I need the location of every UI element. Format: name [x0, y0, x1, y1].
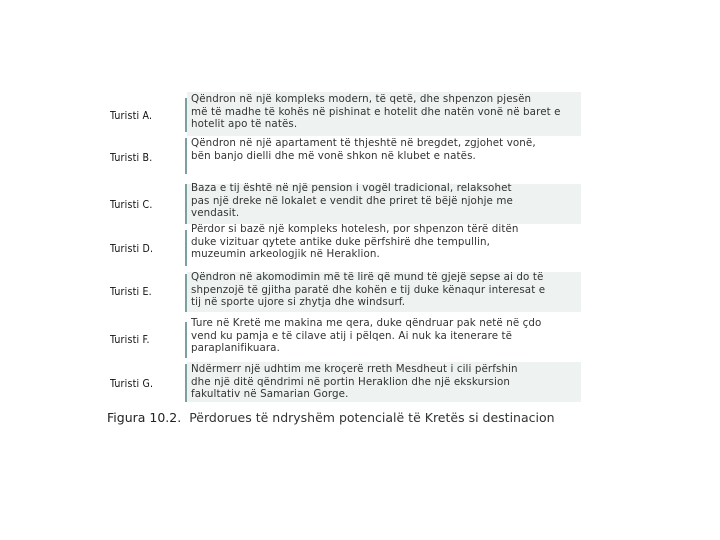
row-divider	[185, 322, 187, 358]
row-description: Ture në Kretë me makina me qera, duke qëndruar pak netë në çdo vend ku pamja e të cilave atij i pëlqen. Ai nuk ka itenerare të paraplanifikuara.	[191, 317, 542, 355]
row-description: Qëndron në një apartament të thjeshtë në bregdet, zgjohet vonë, bën banjo dielli dhe më vonë shkon në klubet e natës.	[191, 137, 536, 162]
figure-caption-text: Përdorues të ndryshëm potencialë të Kretës si destinacion	[189, 410, 555, 425]
figure-caption	[107, 410, 555, 425]
figure-number: Figura 10.2.	[107, 410, 182, 425]
row-label: Turisti D.	[110, 243, 154, 255]
row-divider	[185, 98, 187, 132]
row-label: Turisti F.	[110, 334, 150, 346]
row-label: Turisti E.	[110, 286, 152, 298]
row-description: Qëndron në akomodimin më të lirë që mund të gjejë sepse ai do të shpenzojë të gjitha paratë dhe kohën e tij duke kënaqur interesat e tij në sporte ujore si zhytja dhe windsurf.	[191, 271, 546, 309]
row-label: Turisti G.	[110, 378, 154, 390]
row-description: Ndërmerr një udhtim me kroçerë rreth Mesdheut i cili përfshin dhe një ditë qëndrimi në portin Heraklion dhe një ekskursion fakultativ në Samarian Gorge.	[191, 363, 518, 401]
row-label: Turisti B.	[110, 152, 153, 164]
row-label: Turisti A.	[110, 110, 153, 122]
row-description: Përdor si bazë një kompleks hotelesh, por shpenzon tërë ditën duke vizituar qytete antike duke përfshirë dhe tempullin, muzeumin arkeologjik në Heraklion.	[191, 223, 519, 261]
row-label: Turisti C.	[110, 199, 153, 211]
row-description: Qëndron në një kompleks modern, të qetë, dhe shpenzon pjesën më të madhe të kohës në pishinat e hotelit dhe natën vonë në baret e hotelit apo të natës.	[191, 93, 561, 131]
row-divider	[185, 364, 187, 402]
row-divider	[185, 274, 187, 312]
row-divider	[185, 184, 187, 224]
row-divider	[185, 230, 187, 266]
row-divider	[185, 138, 187, 174]
row-description: Baza e tij është në një pension i vogël tradicional, relaksohet pas një dreke në lokalet e vendit dhe priret të bëjë njohje me vendasit.	[191, 182, 513, 220]
